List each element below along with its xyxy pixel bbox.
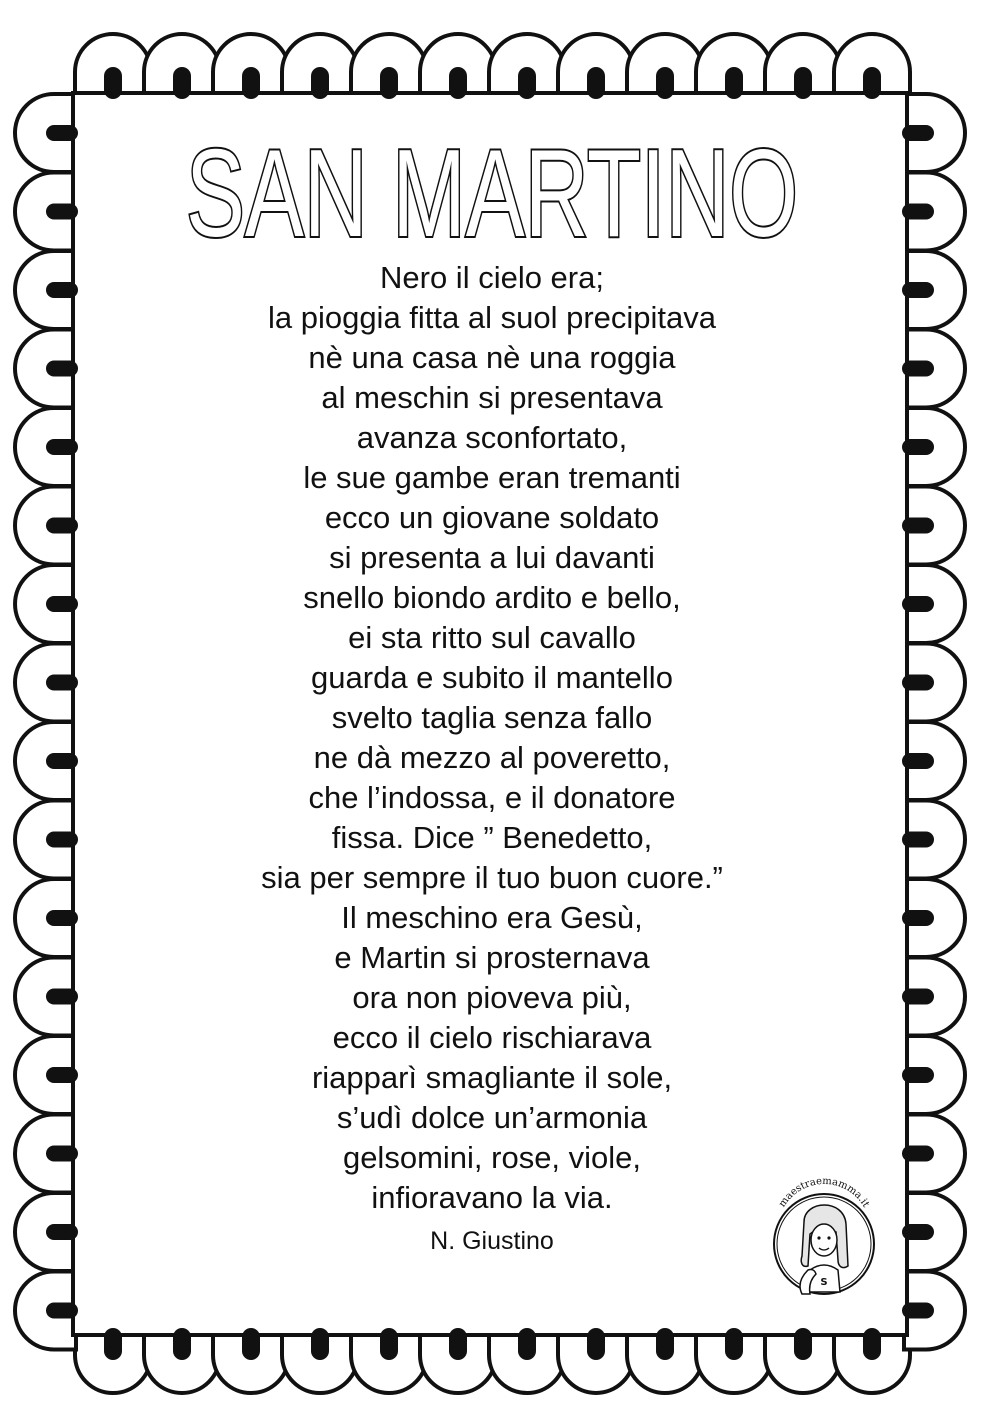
poem-body xyxy=(140,258,844,1258)
poem-line: che l’indossa, e il donatore xyxy=(308,780,676,815)
poem-line: guarda e subito il mantello xyxy=(311,660,673,695)
poem-line: al meschin si presentava xyxy=(321,380,663,415)
poem-line: ne dà mezzo al poveretto, xyxy=(313,740,671,775)
poem-line: e Martin si prosternava xyxy=(334,940,650,975)
poem-line: sia per sempre il tuo buon cuore.” xyxy=(261,860,723,895)
poem-line: ecco il cielo rischiarava xyxy=(332,1020,652,1055)
girl-portrait-logo-icon xyxy=(764,1170,884,1305)
poem-line: infioravano la via. xyxy=(371,1180,613,1215)
poem-lines xyxy=(140,258,844,1218)
poem-line: le sue gambe eran tremanti xyxy=(303,460,681,495)
poem-line: si presenta a lui davanti xyxy=(329,540,655,575)
page-title: SAN MARTINO xyxy=(186,125,798,263)
poem-line: ora non pioveva più, xyxy=(352,980,632,1015)
logo-text: maestraemamma.it xyxy=(776,1175,872,1210)
poem-line: Il meschino era Gesù, xyxy=(341,900,643,935)
poem-line: svelto taglia senza fallo xyxy=(331,700,653,735)
poem-line: ecco un giovane soldato xyxy=(324,500,660,535)
poem-line: nè una casa nè una roggia xyxy=(308,340,676,375)
poem-line: gelsomini, rose, viole, xyxy=(342,1140,642,1175)
poem-line: ei sta ritto sul cavallo xyxy=(348,620,636,655)
poem-line: fissa. Dice ” Benedetto, xyxy=(331,820,653,855)
poem-line: s’udì dolce un’armonia xyxy=(336,1100,648,1135)
poem-line: la pioggia fitta al suol precipitava xyxy=(267,300,717,335)
poem-line: riapparì smagliante il sole, xyxy=(311,1060,673,1095)
poem-author: N. Giustino xyxy=(430,1227,554,1255)
svg-text:S: S xyxy=(820,1277,828,1288)
poem-line: avanza sconfortato, xyxy=(356,420,628,455)
poem-line: snello biondo ardito e bello, xyxy=(303,580,681,615)
poem-line: Nero il cielo era; xyxy=(380,260,604,295)
